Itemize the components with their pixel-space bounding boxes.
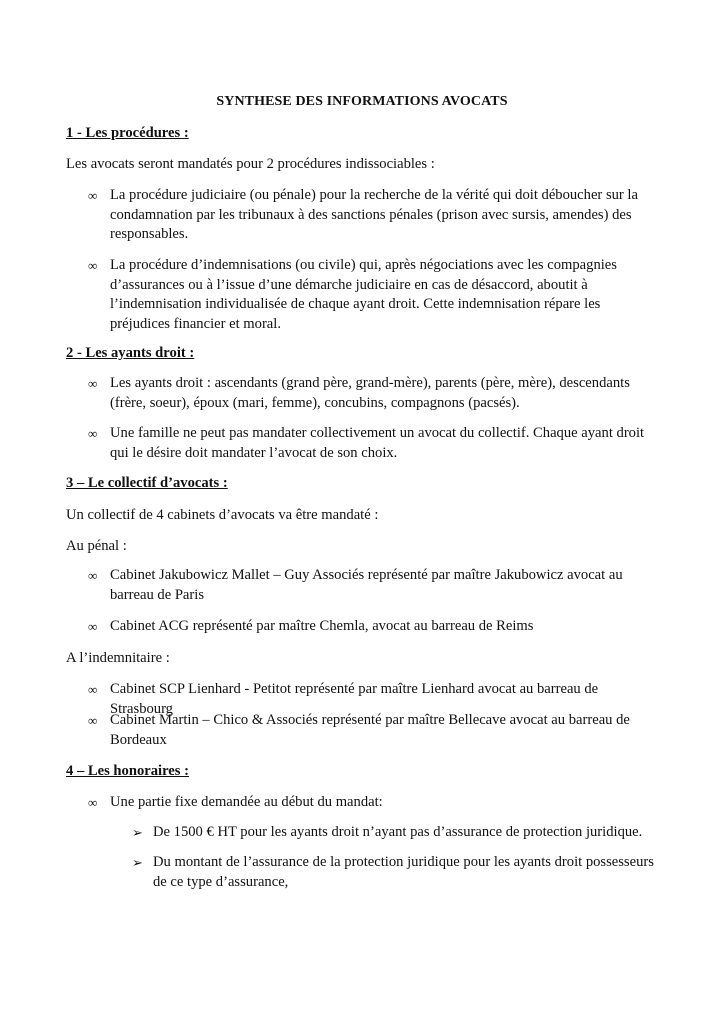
list-item: [88, 256, 658, 334]
infinity-bullet-icon: ∞: [88, 619, 98, 634]
list-item-text: La procédure judiciaire (ou pénale) pour la recherche de la vérité qui doit déboucher sur la condamnation par les tribunaux à des sanctions pénales (prison avec sursis, amendes) des responsables.: [110, 187, 638, 242]
list-item-text: Les ayants droit : ascendants (grand père, grand-mère), parents (père, mère), descendants (frère, soeur), époux (mari, femme), concubins, compagnons (pacsés).: [110, 375, 630, 411]
list-item: [88, 793, 658, 813]
list-item: [88, 374, 658, 413]
list-item-text: Cabinet Martin – Chico & Associés représenté par maître Bellecave avocat au barreau de Bordeaux: [110, 712, 630, 748]
list-item-text: La procédure d’indemnisations (ou civile) qui, après négociations avec les compagnies d’assurances ou à l’issue d’une démarche judiciaire en cas de désaccord, aboutit à l’indemnisation individualisée de chaque ayant droit. Cette indemnisation répare les préjudices financier et moral.: [110, 257, 617, 332]
arrow-bullet-icon: ➢: [132, 825, 143, 840]
infinity-bullet-icon: ∞: [88, 795, 98, 810]
infinity-bullet-icon: ∞: [88, 376, 98, 391]
section-3-heading: 3 – Le collectif d’avocats :: [66, 475, 228, 491]
indemnitaire-label: A l’indemnitaire :: [66, 650, 170, 666]
infinity-bullet-icon: ∞: [88, 258, 98, 273]
document-title: SYNTHESE DES INFORMATIONS AVOCATS: [216, 94, 508, 109]
list-item-text: Une famille ne peut pas mandater collectivement un avocat du collectif. Chaque ayant droit qui le désire doit mandater l’avocat de son choix.: [110, 425, 645, 461]
list-item-text: Cabinet SCP Lienhard - Petitot représenté par maître Lienhard avocat au barreau de Strasbourg: [110, 681, 599, 717]
list-item: [88, 186, 658, 245]
list-item: [88, 617, 658, 637]
list-item: [88, 424, 658, 463]
list-item-text: Cabinet Jakubowicz Mallet – Guy Associés représenté par maître Jakubowicz avocat au barreau de Paris: [110, 567, 623, 603]
section-4-heading: 4 – Les honoraires :: [66, 763, 189, 779]
section-2-heading: 2 - Les ayants droit :: [66, 345, 195, 361]
section-1-intro: Les avocats seront mandatés pour 2 procédures indissociables :: [66, 156, 435, 172]
list-item: [88, 711, 658, 750]
infinity-bullet-icon: ∞: [88, 426, 98, 441]
sub-list-item-text: Du montant de l’assurance de la protection juridique pour les ayants droit possesseurs de ce type d’assurance,: [153, 854, 654, 890]
section-3-intro: Un collectif de 4 cabinets d’avocats va être mandaté :: [66, 507, 379, 523]
list-item-text: Une partie fixe demandée au début du mandat:: [110, 794, 383, 810]
infinity-bullet-icon: ∞: [88, 682, 98, 697]
penal-label: Au pénal :: [66, 538, 127, 554]
infinity-bullet-icon: ∞: [88, 568, 98, 583]
arrow-bullet-icon: ➢: [132, 855, 143, 870]
sub-list-item: [132, 823, 662, 843]
sub-list-item-text: De 1500 € HT pour les ayants droit n’ayant pas d’assurance de protection juridique.: [153, 824, 643, 840]
infinity-bullet-icon: ∞: [88, 713, 98, 728]
sub-list-item: [132, 853, 662, 892]
infinity-bullet-icon: ∞: [88, 188, 98, 203]
list-item: [88, 566, 658, 605]
section-1-heading: 1 - Les procédures :: [66, 125, 189, 141]
list-item-text: Cabinet ACG représenté par maître Chemla, avocat au barreau de Reims: [110, 618, 534, 634]
